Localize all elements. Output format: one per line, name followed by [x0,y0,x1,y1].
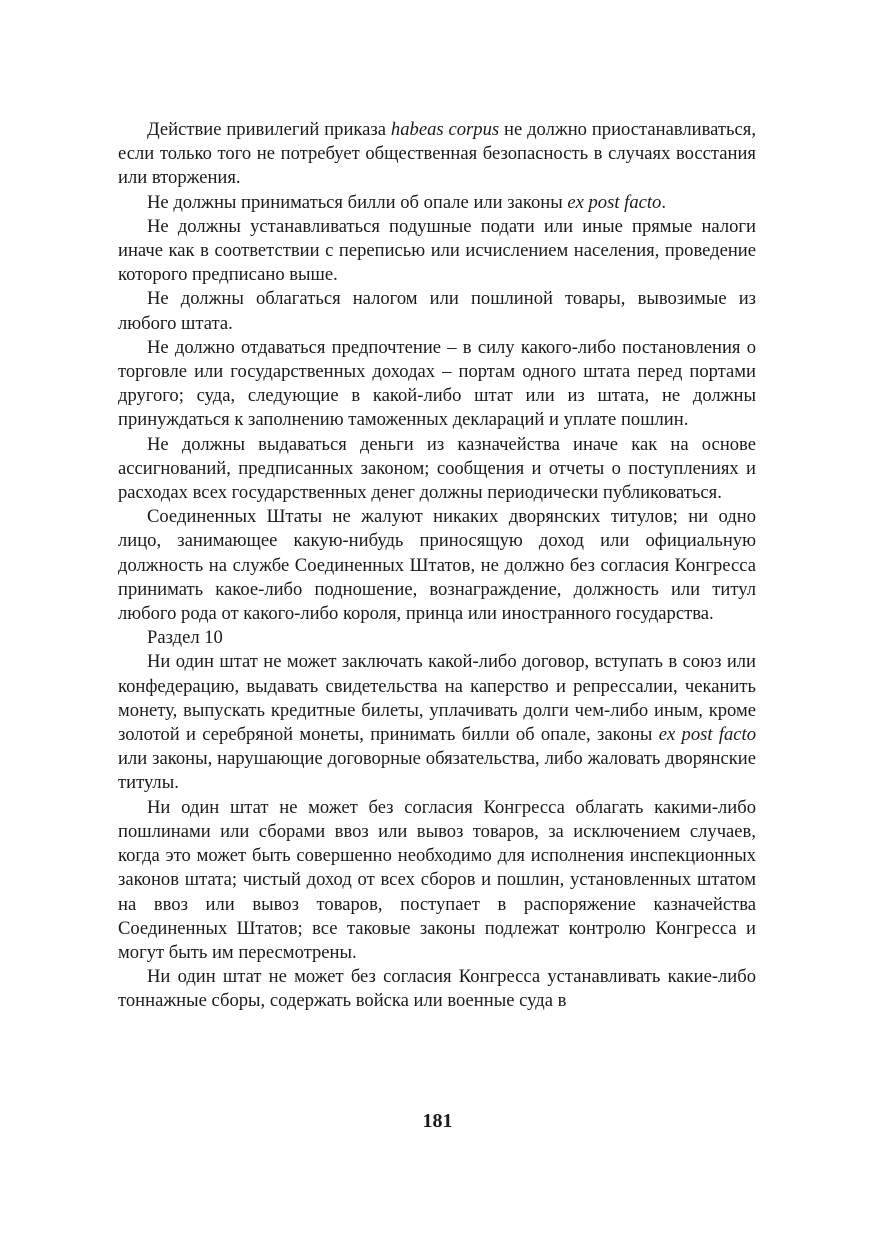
page-number: 181 [422,1110,453,1132]
paragraph-9: Ни один штат не может заключать какой-либо договор, вступать в союз или конфедерацию, выдавать свидетельства на каперство и репрессалии, чеканить монету, выпускать кредитные билеты, уплачивать долги чем-либо иным, кроме золотой и серебряной монеты, принимать билли об опале, законы ex post facto или законы, нарушающие договорные обязательства, либо жаловать дворянские титулы. [118,651,757,794]
paragraph-1: Действие привилегий приказа habeas corpus не должно приостанавливаться, если только того не потребует общественная безопасность в случаях восстания или вторжения. [118,119,756,189]
body-text [118,118,756,1014]
paragraph-8: Раздел 10 [147,627,223,649]
paragraph-6: Не должны выдаваться деньги из казначейства иначе как на основе ассигнований, предписанных законом; сообщения и отчеты о поступлениях и расходах всех государственных денег должны периодически публиковаться. [118,433,756,504]
paragraph-11: Ни один штат не может без согласия Конгресса устанавливать какие-либо тоннажные сборы, содержать войска или военные суда в [118,966,756,1012]
paragraph-3: Не должны устанавливаться подушные подати или иные прямые налоги иначе как в соответствии с переписью или исчислением населения, проведение которого предписано выше. [118,215,756,286]
paragraph-2: Не должны приниматься билли об опале или законы ex post facto. [147,191,666,213]
paragraph-5: Не должно отдаваться предпочтение – в силу какого-либо постановления о торговле или государственных доходах – портам одного штата перед портами другого; суда, следующие в какой-либо штат или из штата, не должны принуждаться к заполнению таможенных деклараций и уплате пошлин. [118,336,756,431]
paragraph-4: Не должны облагаться налогом или пошлиной товары, вывозимые из любого штата. [118,288,756,334]
paragraph-7: Соединенных Штаты не жалуют никаких дворянских титулов; ни одно лицо, занимающее какую-нибудь приносящую доход или официальную должность на службе Соединенных Штатов, не должно без согласия Конгресса принимать какое-либо подношение, вознаграждение, должность или титул любого рода от какого-либо короля, принца или иностранного государства. [118,506,756,625]
paragraph-10: Ни один штат не может без согласия Конгресса облагать какими-либо пошлинами или сборами ввоз или вывоз товаров, за исключением случаев, когда это может быть совершенно необходимо для исполнения инспекционных законов штата; чистый доход от всех сборов и пошлин, установленных штатом на ввоз или вывоз товаров, поступает в распоряжение казначейства Соединенных Штатов; все таковые законы подлежат контролю Конгресса и могут быть им пересмотрены. [118,796,756,963]
